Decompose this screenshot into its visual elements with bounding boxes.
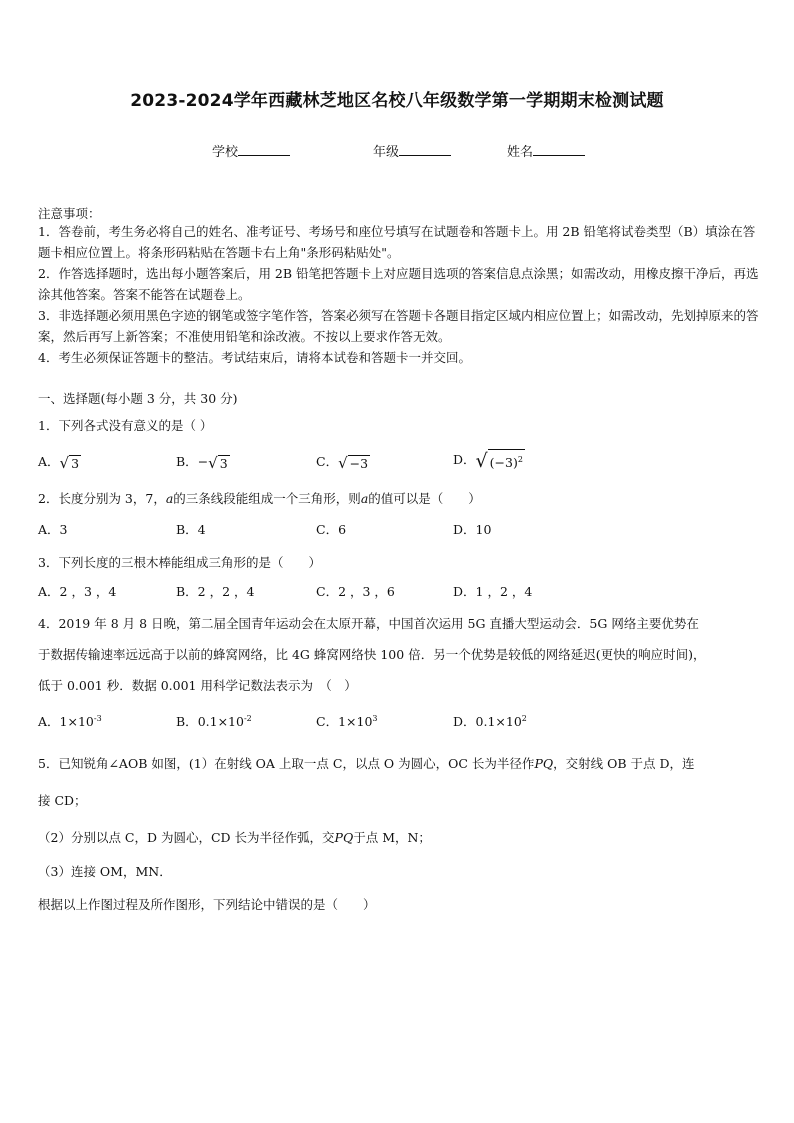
q4-option-d[interactable]: D．$0.1\times 10^2$ — [453, 713, 527, 729]
sqrt-symbol: √ 3 — [208, 453, 228, 472]
q3-option-a[interactable]: A．2 ，3 ，4 — [38, 584, 117, 599]
question-2-stem: 2．长度分别为 3，7，a的三条线段能组成一个三角形，则a的值可以是（ ） — [38, 491, 481, 506]
question-1-stem: 1．下列各式没有意义的是（ ） — [38, 418, 213, 433]
section-heading: 一、选择题(每小题 3 分，共 30 分) — [38, 391, 238, 406]
question-4-line-3: 低于 0.001 秒．数据 0.001 用科学记数法表示为 （ ） — [38, 678, 357, 693]
q4-option-a[interactable]: A．$1\times 10^{-3}$ — [38, 713, 102, 729]
question-3-stem: 3．下列长度的三根木棒能组成三角形的是（ ） — [38, 555, 321, 570]
page-title: 2023-2024学年西藏林芝地区名校八年级数学第一学期期末检测试题 — [130, 91, 664, 111]
q1-option-a[interactable]: A．√ 3 — [38, 453, 80, 472]
arc-pq-symbol: PQ — [534, 756, 554, 771]
question-5-line-4: （3）连接 OM，MN． — [38, 864, 172, 879]
question-4-line-1: 4．2019 年 8 月 8 日晚，第二届全国青年运动会在太原开幕，中国首次运用 5G 直播大型运动会．5G 网络主要优势在 — [38, 616, 699, 631]
q4-option-b[interactable]: B．$0.1\times 10^{-2}$ — [176, 713, 252, 729]
sqrt-symbol: √ $(-3)^2$ — [475, 450, 523, 473]
sqrt-symbol: √ −3 — [338, 453, 369, 472]
grade-label: 年级 — [373, 145, 400, 160]
note-item-3: 3．非选择题必须用黑色字迹的钢笔或签字笔作答，答案必须写在答题卡各题目指定区域内相应位置上；如需改动，先划掉原来的答案，然后再写上新答案；不准使用铅笔和涂改液。不按以上要求作答无效。 — [38, 308, 759, 344]
school-label: 学校 — [212, 145, 239, 160]
name-label: 姓名 — [507, 145, 534, 160]
question-5-line-5: 根据以上作图过程及所作图形，下列结论中错误的是（ ） — [38, 897, 376, 912]
note-item-2: 2．作答选择题时，选出每小题答案后，用 2B 铅笔把答题卡上对应题目选项的答案信息点涂黑；如需改动，用橡皮擦干净后，再选涂其他答案。答案不能答在试题卷上。 — [38, 266, 759, 302]
name-field[interactable] — [507, 141, 585, 160]
school-blank[interactable] — [238, 143, 290, 156]
grade-blank[interactable] — [399, 143, 451, 156]
note-item-1: 1．答卷前，考生务必将自己的姓名、准考证号、考场号和座位号填写在试题卷和答题卡上。用 2B 铅笔将试卷类型（B）填涂在答题卡相应位置上。将条形码粘贴在答题卡右上角"条形码粘贴处"。 — [38, 224, 756, 260]
arc-pq-symbol: PQ — [334, 830, 354, 845]
note-item-4: 4．考生必须保证答题卡的整洁。考试结束后，请将本试卷和答题卡一并交回。 — [38, 350, 471, 365]
q1-option-b[interactable]: B．−√ 3 — [176, 453, 228, 472]
question-5-line-2: 接 CD； — [38, 793, 87, 808]
q2-option-d[interactable]: D．10 — [453, 522, 492, 537]
grade-field[interactable] — [373, 141, 451, 160]
question-5-line-3: （2）分别以点 C，D 为圆心，CD 长为半径作弧，交PQ于点 M，N； — [38, 830, 431, 845]
q1-option-d[interactable]: D．√ $(-3)^2$ — [453, 450, 523, 473]
q2-option-b[interactable]: B．4 — [176, 522, 206, 537]
q4-option-c[interactable]: C．$1\times 10^3$ — [316, 713, 378, 729]
q1-option-c[interactable]: C．√ −3 — [316, 453, 369, 472]
question-5-line-1: 5．已知锐角∠AOB 如图，(1）在射线 OA 上取一点 C，以点 O 为圆心，OC 长为半径作PQ，交射线 OB 于点 D，连 — [38, 756, 695, 771]
question-4-line-2: 于数据传输速率远远高于以前的蜂窝网络，比 4G 蜂窝网络快 100 倍．另一个优势是较低的网络延迟(更快的响应时间)， — [38, 647, 706, 662]
q3-option-c[interactable]: C．2 ，3 ，6 — [316, 584, 395, 599]
notes-heading: 注意事项： — [38, 206, 101, 221]
name-blank[interactable] — [533, 143, 585, 156]
q3-option-d[interactable]: D．1 ，2 ，4 — [453, 584, 533, 599]
q2-option-a[interactable]: A．3 — [38, 522, 68, 537]
school-field[interactable] — [212, 141, 290, 160]
q2-option-c[interactable]: C．6 — [316, 522, 347, 537]
q3-option-b[interactable]: B．2 ，2 ，4 — [176, 584, 255, 599]
sqrt-symbol: √ 3 — [59, 453, 80, 472]
